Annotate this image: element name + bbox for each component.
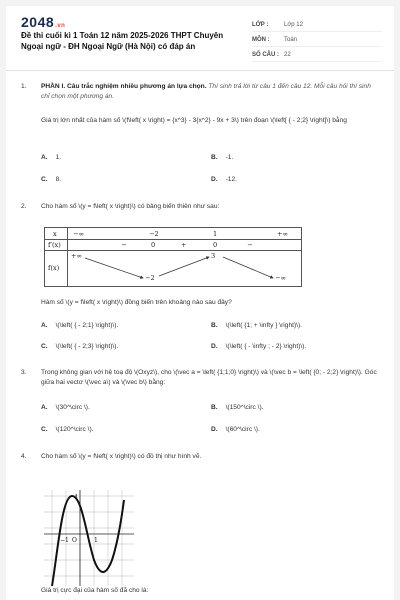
document-page xyxy=(6,6,394,600)
function-graph xyxy=(44,490,134,586)
question-1 xyxy=(21,82,381,102)
meta-row-subject: MÔN : Toán xyxy=(252,33,382,47)
document-title: Đề thi cuối kì 1 Toán 12 năm 2025-2026 THPT Chuyên Ngoại ngữ - ĐH Ngoại Ngữ (Hà Nội) có đáp án xyxy=(21,31,224,51)
question-1-text: Giá trị lớn nhất của hàm số \(f\left( x \right) = {x^3} - 3{x^2} - 9x + 3\) trên đoạn \(\left[ { - 2;2} \right]\) bằng xyxy=(41,117,347,124)
question-number: 1. xyxy=(21,83,27,90)
option-3-b: B. \(150^\circ \). xyxy=(211,404,264,411)
option-3-a: A. \(30^\circ \). xyxy=(41,404,90,411)
option-1-c: C. 8. xyxy=(41,176,62,183)
graph-x-tick: 1 xyxy=(94,537,98,544)
option-3-c: C. \(120^\circ \). xyxy=(41,426,94,433)
option-1-b: B. -1. xyxy=(211,154,234,161)
question-2-prompt: Hàm số \(y = f\left( x \right)\) đồng biến trên khoảng nào sau đây? xyxy=(41,299,232,306)
option-1-a: A. 1. xyxy=(41,154,62,161)
meta-row-count: SỐ CÂU : 22 xyxy=(252,48,382,62)
graph-neg-tick: −1 xyxy=(60,537,69,544)
variation-table: x f′(x) f(x) −∞ −2 1 +∞ − 0 + 0 − +∞ −2 3 −∞ xyxy=(44,227,302,287)
question-2: 2. Cho hàm số \(y = f\left( x \right)\) có bảng biến thiên như sau: xyxy=(21,203,220,210)
graph-origin-label: O xyxy=(72,537,77,544)
variation-arrows xyxy=(45,228,301,286)
option-3-d: D. \(60^\circ \). xyxy=(211,426,260,433)
graph-y-tick: 4 xyxy=(74,494,78,501)
meta-row-grade: LỚP : Lớp 12 xyxy=(252,18,382,32)
page-header xyxy=(6,6,394,71)
option-2-a: A. \(\left( { - 2;1} \right)\). xyxy=(41,322,119,329)
question-3: 3. Trong không gian với hệ toạ độ \(Oxyz\), cho \(\vec a = \left( {1;1;0} \right)\) và \(\vec b = \left( {0; - 2;2} \right)\). Góc giữa hai vectơ \(\vec a\) và \(\vec b\) bằng: xyxy=(21,369,377,386)
option-2-c: C. \(\left( { - 2;3} \right)\). xyxy=(41,343,119,350)
part-instruction: Thí sinh trả lời từ câu 1 đến câu 12. Mỗi câu hỏi thí sinh chỉ chọn một phương án. xyxy=(41,83,371,100)
option-2-b: B. \(\left( {1; + \infty } \right)\). xyxy=(211,322,302,329)
site-logo[interactable]: 2048.vn xyxy=(21,14,66,30)
question-4-prompt: Giá trị cực đại của hàm số đã cho là: xyxy=(41,587,149,594)
question-4: 4. Cho hàm số \(y = f\left( x \right)\) có đồ thị như hình vẽ. xyxy=(21,453,202,460)
option-1-d: D. -12. xyxy=(211,176,237,183)
part-heading: PHẦN I. Câu trắc nghiệm nhiều phương án lựa chọn. xyxy=(41,83,207,90)
option-2-d: D. \(\left( { - \infty ; - 2} \right)\). xyxy=(211,343,307,350)
